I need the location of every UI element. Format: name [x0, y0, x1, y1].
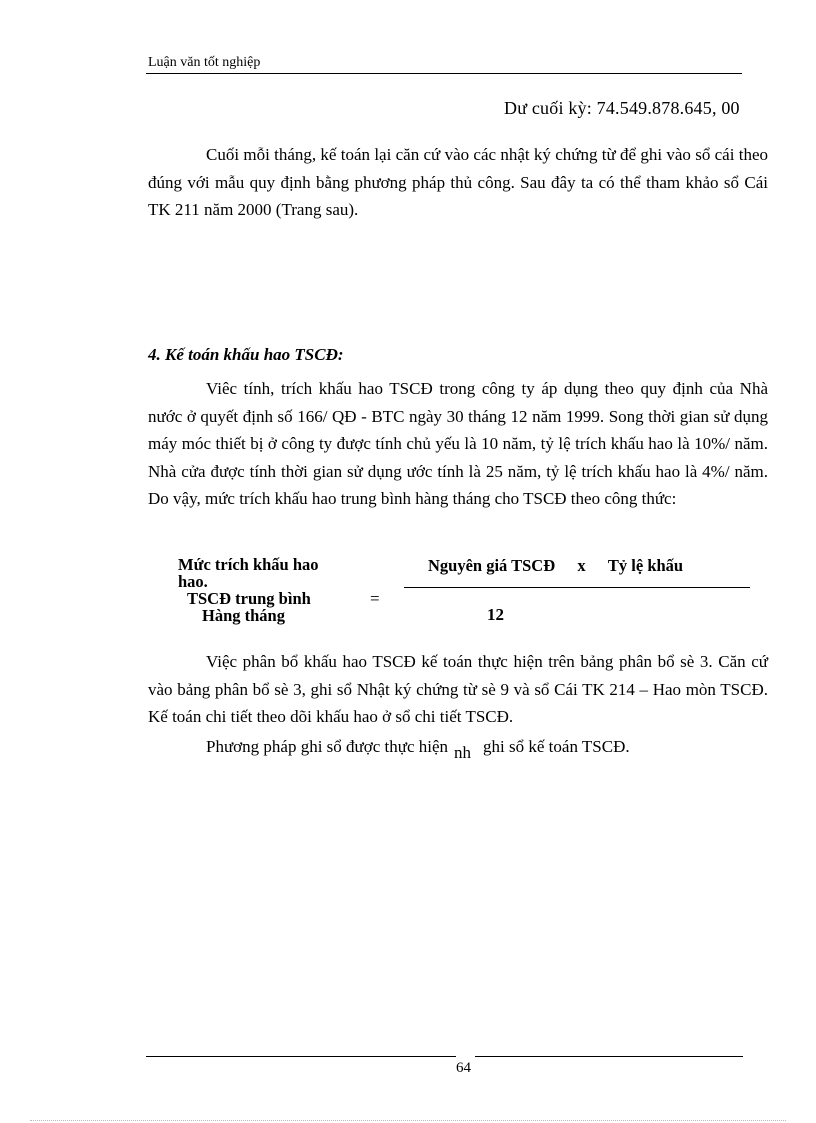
footer-rule-right [475, 1056, 743, 1057]
paragraph-depreciation [148, 375, 768, 513]
paragraph-allocation-text: Việc phân bổ khấu hao TSCĐ kế toán thực hiện trên bảng phân bổ sè 3. Căn cứ vào bảng phân bổ sè 3, ghi sổ Nhật ký chứng từ sè 9 và sổ Cái TK 214 – Hao mòn TSCĐ. Kế toán chi tiết theo dõi khấu hao ở sổ chi tiết TSCĐ. [148, 652, 768, 726]
closing-balance: Dư cuối kỳ: 74.549.878.645, 00 [504, 98, 740, 118]
formula-times: x [577, 556, 586, 575]
paragraph-ledger [148, 141, 768, 224]
paragraph-method [148, 733, 768, 761]
paragraph-allocation [148, 648, 768, 731]
formula-left-line4: Hàng tháng [202, 606, 285, 625]
formula-left-line1: Mức trích khấu hao [178, 555, 319, 574]
section-heading: 4. Kế toán khấu hao TSCĐ: [148, 345, 344, 364]
page-bottom-edge [30, 1120, 786, 1121]
header-rule [146, 73, 612, 74]
paragraph-method-after: ghi sổ kế toán TSCĐ. [483, 737, 630, 756]
header-rule-right [612, 73, 742, 74]
formula-left-line3: TSCĐ trung bình [187, 589, 311, 608]
page-number: 64 [456, 1060, 471, 1076]
paragraph-method-sub: nh [454, 743, 472, 762]
formula-denominator: 12 [487, 605, 504, 624]
paragraph-ledger-text: Cuối mỗi tháng, kế toán lại căn cứ vào các nhật ký chứng từ để ghi vào sổ cái theo đúng với mẫu quy định bằng phương pháp thủ công. Sau đây ta có thể tham khảo sổ Cái TK 211 năm 2000 (Trang sau). [148, 145, 768, 219]
footer-rule-left [146, 1056, 456, 1057]
paragraph-method-before: Phương pháp ghi sổ được thực hiện [206, 737, 449, 756]
formula-numerator-b: Tỷ lệ khấu [607, 556, 684, 575]
formula-numerator [428, 556, 683, 576]
formula-left-line2: hao. [178, 572, 208, 591]
running-header: Luận văn tốt nghiệp [148, 55, 261, 70]
formula-fraction-line [404, 587, 750, 588]
formula-equals: = [370, 589, 380, 608]
formula-numerator-a: Nguyên giá TSCĐ [428, 556, 556, 575]
paragraph-depreciation-text: Viêc tính, trích khấu hao TSCĐ trong công ty áp dụng theo quy định của Nhà nước ở quyết định số 166/ QĐ - BTC ngày 30 tháng 12 năm 1999. Song thời gian sử dụng máy móc thiết bị ở công ty được tính chủ yếu là 10 năm, tỷ lệ trích khấu hao là 10%/ năm. Nhà cửa được tính thời gian sử dụng ước tính là 25 năm, tỷ lệ trích khấu hao là 4%/ năm. Do vậy, mức trích khấu hao trung bình hàng tháng cho TSCĐ theo công thức: [148, 379, 768, 508]
